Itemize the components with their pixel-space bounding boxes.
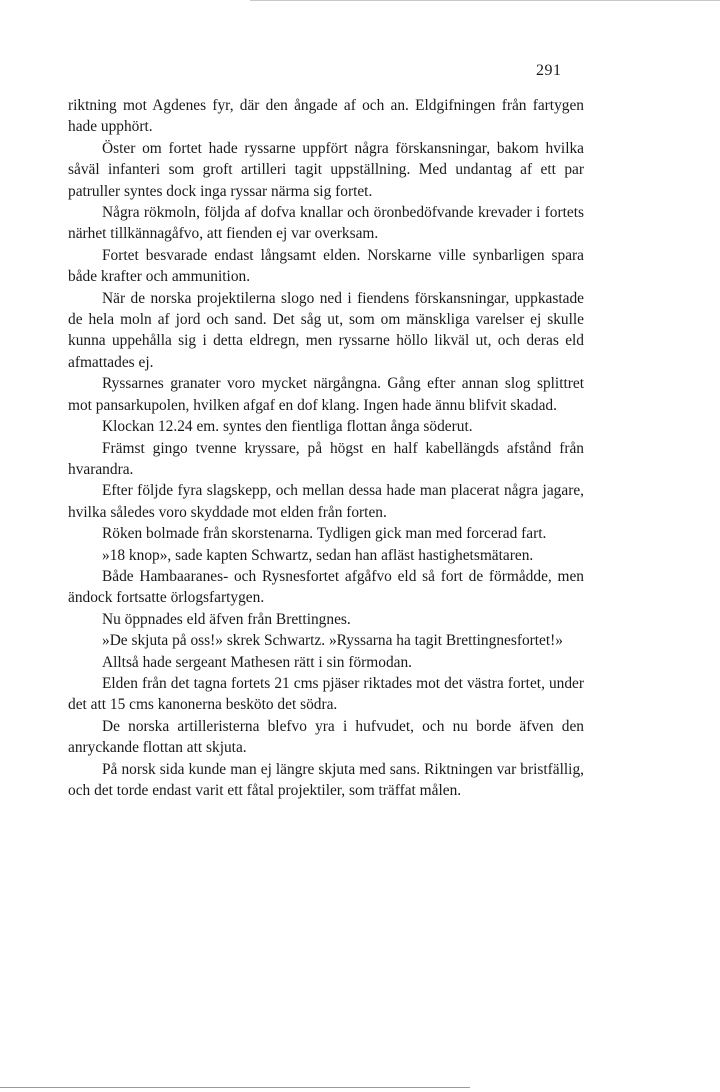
paragraph: På norsk sida kunde man ej längre skjuta med sans. Riktningen var bristfällig, och det torde endast varit ett fåtal projektiler, som träffat målen. xyxy=(68,760,584,799)
paragraph: Alltså hade sergeant Mathesen rätt i sin förmodan. xyxy=(102,653,413,671)
paragraph: Fortet besvarade endast långsamt elden. Norskarne ville synbarligen spara både krafter och ammunition. xyxy=(68,246,584,286)
paragraph: De norska artilleristerna blefvo yra i hufvudet, och nu borde äfven den anryckande flottan att skjuta. xyxy=(68,717,584,757)
paragraph: När de norska projektilerna slogo ned i fiendens förskansningar, uppkastade de hela moln af jord och sand. Det såg ut, som om mänskliga varelser ej skulle kunna uppehålla sig i detta eldregn, men ryssarne höllo likväl ut, och deras eld afmattades ej. xyxy=(68,289,584,371)
bottom-rule xyxy=(0,1087,470,1088)
page-number: 291 xyxy=(536,62,562,79)
paragraph: Elden från det tagna fortets 21 cms pjäser riktades mot det västra fortet, under det att 15 cms kanonerna besköto det södra. xyxy=(68,674,584,714)
paragraph: Röken bolmade från skorstenarna. Tydligen gick man med forcerad fart. xyxy=(102,525,547,543)
paragraph: Främst gingo tvenne kryssare, på högst en half kabellängds afstånd från hvarandra. xyxy=(68,439,584,478)
paragraph: Ryssarnes granater voro mycket närgångna. Gång efter annan slog splittret mot pansarkupolen, hvilken afgaf en dof klang. Ingen hade ännu blifvit skadad. xyxy=(68,375,584,414)
paragraph: »De skjuta på oss!» skrek Schwartz. »Ryssarna ha tagit Brettingnesfortet!» xyxy=(102,632,563,650)
paragraph: riktning mot Agdenes fyr, där den ångade af och an. Eldgifningen från fartygen hade upphört. xyxy=(68,97,584,136)
paragraph: »18 knop», sade kapten Schwartz, sedan han afläst hastighetsmätaren. xyxy=(102,546,534,564)
paragraph: Öster om fortet hade ryssarne uppfört några förskansningar, bakom hvilka såväl infanteri som groft artilleri tagit uppställning. Med undantag af ett par patruller syntes dock inga ryssar närma sig fortet. xyxy=(68,139,584,200)
body-text xyxy=(68,95,584,801)
paragraph: Nu öppnades eld äfven från Brettingnes. xyxy=(102,610,351,628)
paragraph: Både Hambaaranes- och Rysnesfortet afgåfvo eld så fort de förmådde, men ändock fortsatte örlogsfartygen. xyxy=(68,567,584,607)
top-rule xyxy=(250,0,720,1)
paragraph: Några rökmoln, följda af dofva knallar och öronbedöfvande krevader i fortets närhet tillkännagåfvo, att fienden ej var overksam. xyxy=(68,204,584,243)
paragraph: Efter följde fyra slagskepp, och mellan dessa hade man placerat några jagare, hvilka således voro skyddade mot elden från forten. xyxy=(68,482,584,521)
paragraph: Klockan 12.24 em. syntes den fientliga flottan ånga söderut. xyxy=(102,418,473,436)
